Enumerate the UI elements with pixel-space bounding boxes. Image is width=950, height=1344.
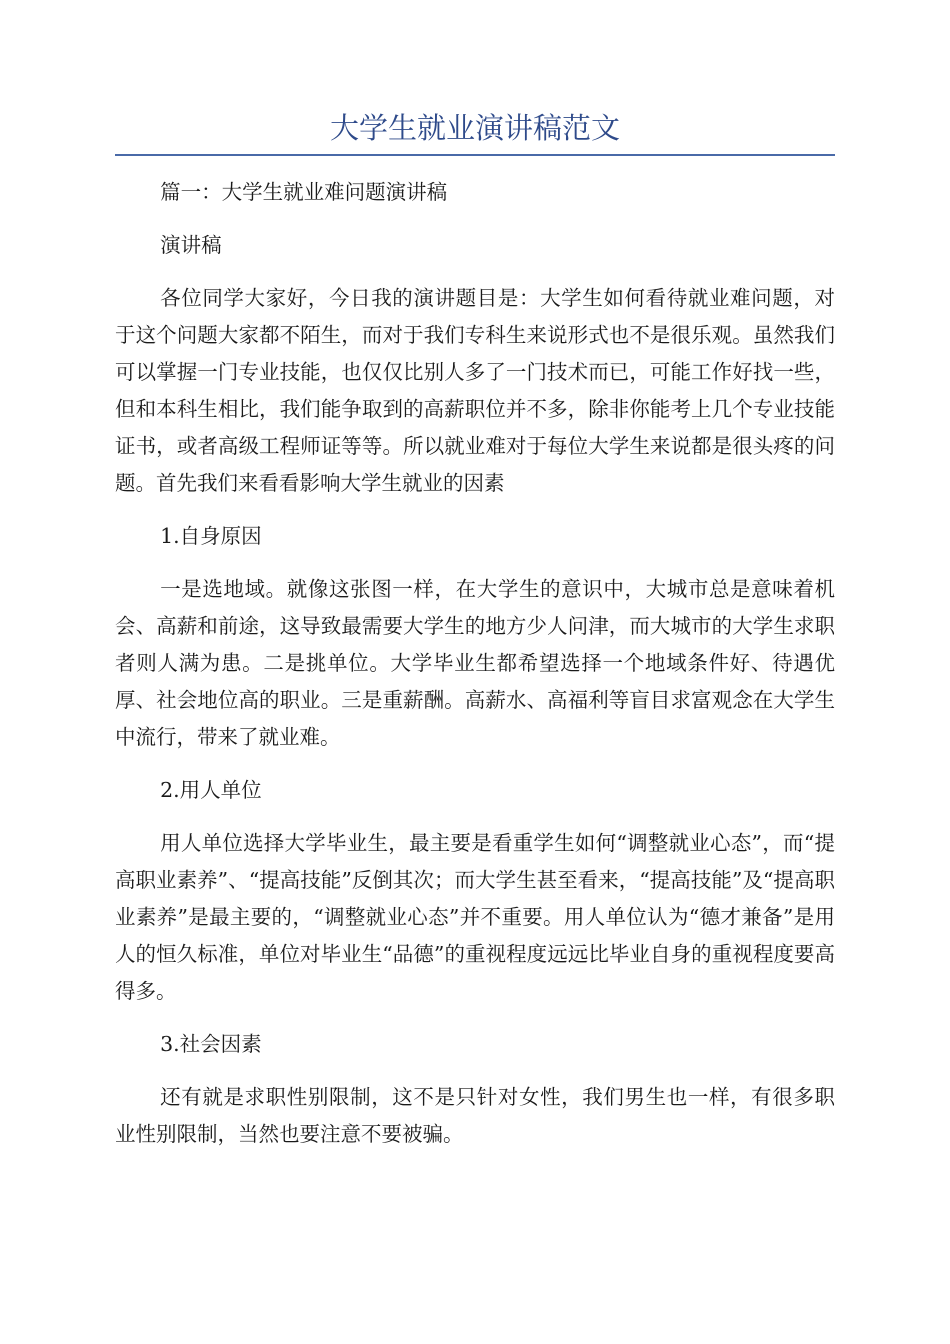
section-title: 篇一：大学生就业难问题演讲稿 <box>160 180 448 204</box>
heading-social-factors: 3.社会因素 <box>160 1032 262 1056</box>
section-subtitle: 演讲稿 <box>160 233 222 257</box>
heading-employers: 2.用人单位 <box>160 778 262 802</box>
title-divider <box>115 154 835 156</box>
heading-self-reasons: 1.自身原因 <box>160 524 262 548</box>
document-title: 大学生就业演讲稿范文 <box>329 111 620 145</box>
document-body <box>115 174 835 1169</box>
paragraph-self-reasons: 一是选地域。就像这张图一样，在大学生的意识中，大城市总是意味着机会、高薪和前途，这导致最需要大学生的地方少人问津，而大城市的大学生求职者则人满为患。二是挑单位。大学毕业生都希望选择一个地域条件好、待遇优厚、社会地位高的职业。三是重薪酬。高薪水、高福利等盲目求富观念在大学生中流行，带来了就业难。 <box>115 577 835 749</box>
paragraph-social-factors: 还有就是求职性别限制，这不是只针对女性，我们男生也一样，有很多职业性别限制，当然也要注意不要被骗。 <box>115 1085 835 1146</box>
intro-paragraph: 各位同学大家好，今日我的演讲题目是：大学生如何看待就业难问题，对于这个问题大家都不陌生，而对于我们专科生来说形式也不是很乐观。虽然我们可以掌握一门专业技能，也仅仅比别人多了一门技术而已，可能工作好找一些，但和本科生相比，我们能争取到的高薪职位并不多，除非你能考上几个专业技能证书，或者高级工程师证等等。所以就业难对于每位大学生来说都是很头疼的问题。首先我们来看看影响大学生就业的因素 <box>115 286 835 495</box>
paragraph-employers: 用人单位选择大学毕业生，最主要是看重学生如何“调整就业心态”，而“提高职业素养”、“提高技能”反倒其次；而大学生甚至看来，“提高技能”及“提高职业素养”是最主要的，“调整就业心态”并不重要。用人单位认为“德才兼备”是用人的恒久标准，单位对毕业生“品德”的重视程度远远比毕业自身的重视程度要高得多。 <box>115 831 835 1003</box>
